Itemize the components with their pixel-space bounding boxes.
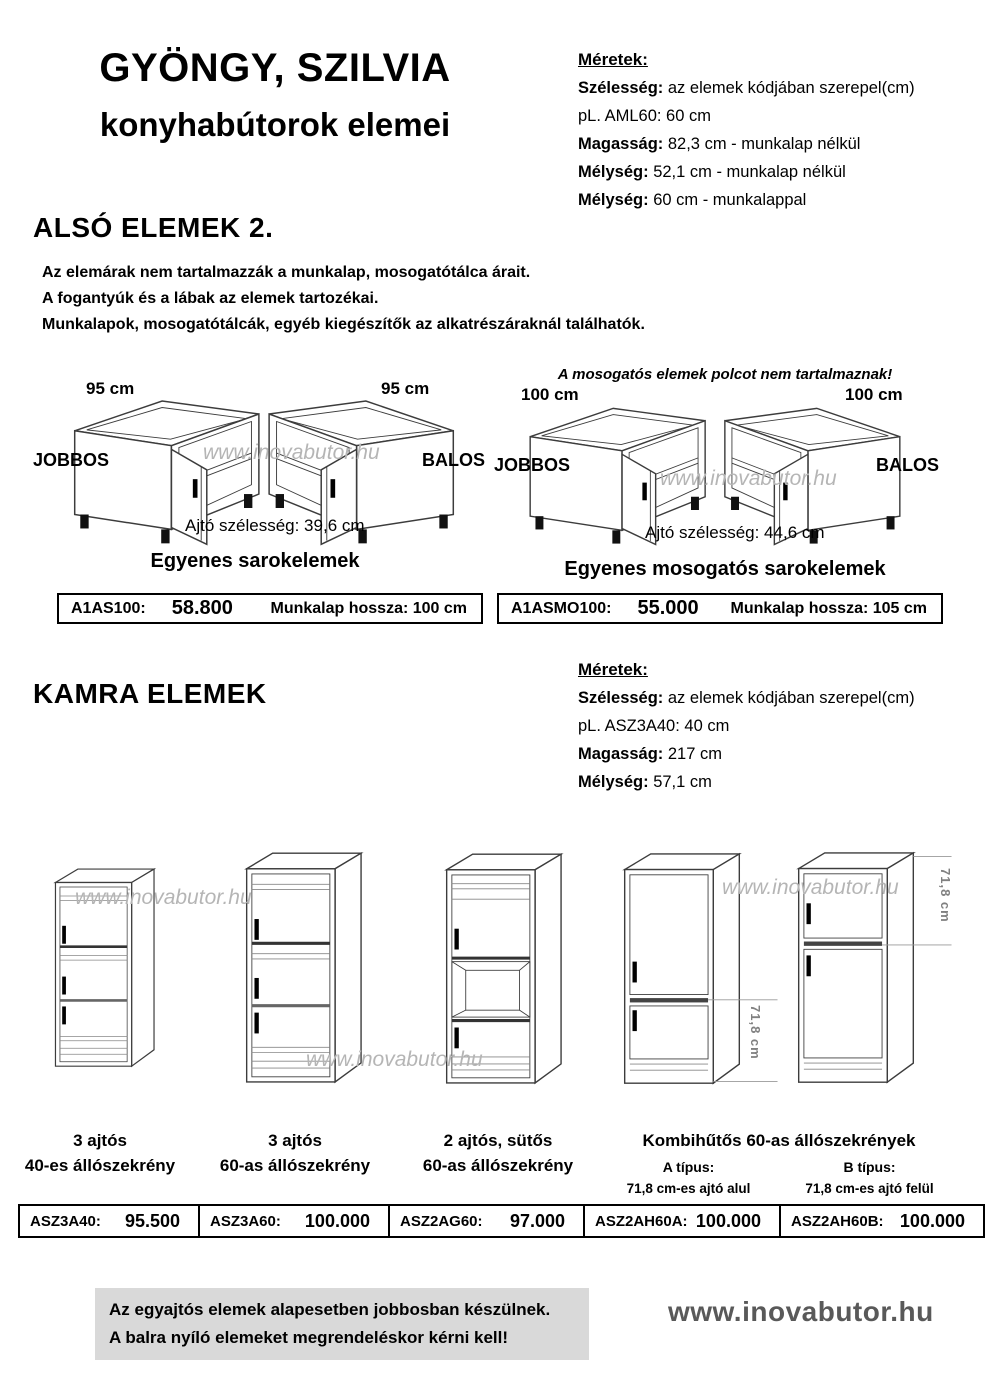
section-heading-kamra-elemek: KAMRA ELEMEK [33, 678, 267, 709]
watermark-text: www.inovabutor.hu [203, 441, 380, 464]
cabinet-caption-kombi [598, 1128, 960, 1200]
dimension-line: Mélység: 57,1 cm [578, 773, 712, 791]
price-cell-asz3a60: ASZ3A60: 100.000 [198, 1204, 390, 1238]
dimensions-heading: Méretek: [578, 50, 648, 69]
footer-note-line: Az egyajtós elemek alapesetben jobbosban készülnek. [109, 1300, 551, 1319]
price-cell-asz2ah60b: ASZ2AH60B: 100.000 [779, 1204, 985, 1238]
dimension-line: Magasság: 82,3 cm - munkalap nélkül [578, 135, 861, 153]
fridge-cabinet-type-a-drawing [616, 833, 781, 1105]
price-row-a1asmo100 [497, 593, 943, 624]
price-cell-asz2ah60a: ASZ2AH60A: 100.000 [583, 1204, 781, 1238]
product-code: A1ASMO100: [511, 599, 612, 617]
note-line: A fogantyúk és a lábak az elemek tartozékai. [42, 290, 379, 307]
note-line: Az elemárak nem tartalmazzák a munkalap, mosogatótálca árait. [42, 264, 531, 281]
page-title: GYÖNGY, SZILVIA [99, 46, 451, 90]
orientation-label-jobbos: JOBBOS [494, 455, 571, 475]
door-width-label: Ajtó szélesség: 44,6 cm [645, 523, 825, 542]
width-label: 95 cm [381, 379, 430, 398]
pantry-cabinet-3door-40-drawing [48, 833, 160, 1103]
section-heading-also-elemek: ALSÓ ELEMEK 2. [33, 212, 274, 243]
footer-note-box [95, 1288, 589, 1360]
footer-note-line: A balra nyíló elemeket megrendeléskor kérni kell! [109, 1328, 509, 1347]
price-cell-asz2ag60: ASZ2AG60: 97.000 [388, 1204, 585, 1238]
website-url: www.inovabutor.hu [668, 1296, 934, 1327]
drawing-caption: Egyenes mosogatós sarokelemek [564, 558, 886, 580]
kombi-title: Kombihűtős 60-as állószekrények [642, 1131, 916, 1150]
sink-shelf-note: A mosogatós elemek polcot nem tartalmaznak! [557, 366, 893, 383]
kamra-price-table [18, 1204, 985, 1238]
dimension-line: Szélesség: az elemek kódjában szerepel(cm) [578, 689, 915, 707]
orientation-label-balos: BALOS [876, 455, 939, 475]
dimension-71-8-label-a: 71,8 cm [748, 1005, 763, 1060]
drawing-caption: Egyenes sarokelemek [150, 550, 360, 572]
dimensions-block-kamra [578, 660, 978, 792]
price-notes [42, 260, 682, 338]
dimension-line: Szélesség: az elemek kódjában szerepel(cm) [578, 79, 915, 97]
product-price: 55.000 [637, 597, 699, 619]
product-price: 58.800 [171, 597, 233, 619]
orientation-label-jobbos: JOBBOS [33, 450, 110, 470]
cabinet-caption-1: 3 ajtós 40-es állószekrény [24, 1131, 176, 1175]
product-code: A1AS100: [71, 599, 146, 617]
dimension-line: Mélység: 60 cm - munkalappal [578, 191, 807, 209]
watermark-text: www.inovabutor.hu [660, 467, 837, 490]
kombi-type-a: A típus: 71,8 cm-es ajtó alul [626, 1159, 751, 1196]
worktop-length: Munkalap hossza: 105 cm [730, 599, 927, 617]
width-label: 95 cm [86, 379, 135, 398]
worktop-length: Munkalap hossza: 100 cm [270, 599, 467, 617]
dimension-71-8-label-b: 71,8 cm [938, 868, 953, 923]
watermark-text: www.inovabutor.hu [306, 1048, 483, 1071]
width-label: 100 cm [521, 385, 579, 404]
cabinet-caption-3: 2 ajtós, sütős 60-as állószekrény [422, 1131, 574, 1175]
dimensions-heading: Méretek: [578, 660, 648, 679]
dimension-line: Mélység: 52,1 cm - munkalap nélkül [578, 163, 846, 181]
dimensions-block-also [578, 50, 978, 210]
orientation-label-balos: BALOS [422, 450, 485, 470]
dimension-line: pL. ASZ3A40: 40 cm [578, 717, 730, 735]
kombi-type-b: B típus: 71,8 cm-es ajtó felül [805, 1159, 934, 1196]
watermark-text: www.inovabutor.hu [722, 876, 899, 899]
fridge-cabinet-type-b-drawing [790, 832, 955, 1104]
width-label: 100 cm [845, 385, 903, 404]
price-cell-asz3a40: ASZ3A40: 95.500 [18, 1204, 200, 1238]
cabinet-caption-2: 3 ajtós 60-as állószekrény [219, 1131, 371, 1175]
note-line: Munkalapok, mosogatótálcák, egyéb kiegészítők az alkatrészáraknál találhatók. [42, 316, 645, 333]
page-subtitle: konyhabútorok elemei [99, 106, 451, 143]
dimension-line: Magasság: 217 cm [578, 745, 722, 763]
door-width-label: Ajtó szélesség: 39,6 cm [185, 516, 365, 535]
price-row-a1as100 [57, 593, 483, 624]
dimension-line: pL. AML60: 60 cm [578, 107, 711, 125]
watermark-text: www.inovabutor.hu [75, 886, 252, 909]
